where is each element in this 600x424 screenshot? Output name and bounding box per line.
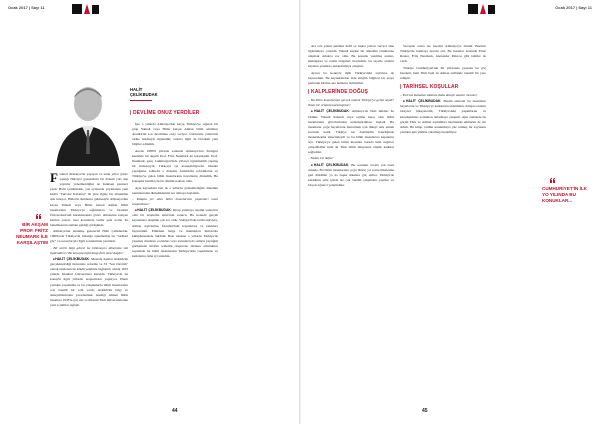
intro-answer-sep: :	[88, 257, 92, 262]
intro-question: – Bir tarihi bilgi görevi bu bilinmeyen dönemine sizi ilgilendiren? Bu konuyla ilgili kitap fikri nasıl doğdu?	[50, 246, 128, 256]
right-page	[300, 0, 600, 424]
right-col2-paragraph-2: Türkiye Cumhuriyeti'nin ilk yıllarında yaşanan bu göç hareketi, hem Türk hem de Alman tarihinde önemli bir yere sahiptir.	[400, 65, 486, 80]
intro-paragraph-1: ederal Almanya'da yaşayan ve uzun yıllar görev yaptığı Hürriyet gazetesinin bir dönem yurt dışı yayınlar yönetmenliğini de üstlenen gazeteci yazar Halit Çelikbudak, yaz aylarında yayınlanan yeni kitabı "Yurt'suz Kalanlar" ile yine ilginç bir dönemine ışık tutuyor. Hitler'in iktidarını gelmesiyle Almanya'dan kaçan Yahudi veya Hitler karşıtı Alman bilim insanlarının Türkiye'ye sığınmaları ve İstanbul Üniversitesi'nin kurulmasında görev almalarını işleyen kitabın yazarı, bazı konularda tarihe yeni notlar ile bakılmasının zamanı geldiği görüşünde.	[50, 172, 128, 227]
mid-answer: Kitap yazmaya önemli sonuçları olan bir araştırma sürecinin sonucu. Bu konuda gerçek kaynaklara ulaşmak çok zor oldu. Stuttgart'taki tarihi arşivlere, Alman arşivlerine, İstanbul'daki kaynaklara ve tanıklara başvurdum. Elimdeki belge ve mektupları üniversite kütüphanesinde buldum. Bazı tanıklar o yıllarda Türkiye'de yaşamış olanların çocukları veya torunlarıydı; onlarla yaptığım görüşmeler kitabın temelini oluşturdu. Onların anlattıkları sayesinde bu bilim insanlarının Türkiye'deki yaşamlarını ve katkılarını daha iyi anladım.	[132, 208, 218, 259]
right-col1-paragraph-1: Ara sıra yazım şekilleri hafif ve başka yolları veriyor ama ilgilenmeye çalıştım. Yahudi kaçkın bir dönemin tanıklarına ulaşmak oldukça zor oldu. Bu konuda yazılmış anıları, mektupları ve resmi belgeleri inceledim; bu sayede onların hayatını yeniden canlandırmaya çalıştım.	[308, 44, 394, 69]
right-col1-heading: | KALPLERİNDE DOĞUŞ	[308, 90, 394, 95]
drop-cap: F	[50, 172, 58, 185]
right-col1-speaker-2: ■ HALİT ÇELİKBUDAK	[311, 163, 348, 167]
left-folio: Ocak 2017 | Sayı 11	[8, 5, 45, 10]
right-col1-answer: Almanya'da Nazi iktidarı ile birlikte Yahudi kökenli veya rejime karşı olan bilim insanlarının görevlerinden uzaklaştırılması başladı. Bu insanların çoğu hayatlarını kurtarmak için ülkeyi terk etmek zorunda kaldı. Türkiye ise Atatürk'ün liderliğinde modernleşme sürecindeydi ve bu bilim insanlarına kapılarını açtı. Türkiye'ye gelen bilim insanları burada hem özgürce çalışabildiler hem de Türk bilim dünyasına büyük katkılar sağladılar.	[308, 109, 394, 155]
left-page-number: 44	[172, 408, 178, 414]
author-portrait	[50, 74, 125, 166]
right-col2-speaker: ■ HALİT ÇELİKBUDAK	[403, 99, 440, 103]
intro-paragraph-2: Almanya'nın tanınmış gazetecisi Halit Çelikbudak, 1980'lerde Türkiye'de bakılığa işlenmemiş bu "tarihsel göç" ve sonuçlarıyla ilgili sorularımızı yanıtladı.	[50, 229, 128, 244]
right-col1-question: – Bu bilim insanlarının gerçek nedeni Türkiye'ye gelişi neydi? Nasıl bir ortamla karşılaştılar?	[308, 98, 394, 108]
mid-answer-sep: :	[170, 208, 173, 213]
intro-answer: Mustafa Kemal Atatürk'ün gerçekleştirdiği üniversite reformu ve 33 "Son Devrim" olarak nitelenen bu köklü yenilikle bağlantılı olarak 1933 yılında İstanbul Üniversitesi kuruldu. Türkiye'de bu konuyla ilgili yıllardır araştırmalar yapılıyor. Planlı yeniden yapılanma ve bu çalışmalarda bilim insanlarının çok önemli bir rolü vardı; Atatürk'ün bilgi ve deneyimlerinden yararlanmak istediği Alman bilim insanları 1933'te göç etti ve ülkenin Türk üniversitelerine yeni açılımlar sağladı.	[50, 257, 128, 307]
right-pullquote: CUMHURİYET'İN İLK YO YILINDA BU KONUKLAR...	[542, 186, 587, 203]
magazine-logo-icon	[72, 2, 100, 16]
pullquote-icon	[550, 178, 556, 183]
right-col2-question: – Yurt'suz Kalanlar kitabını daha detaylı anlatır mısınız?	[400, 93, 486, 98]
right-col2-answer-sep: :	[440, 99, 444, 104]
mid-paragraph-2: Ancak 1980'li yıllarda sonunda Almanya'dan Stuttgart kentinde bir akşam Prof. Fritz Neumark ile karşılaştım. Prof. Neumark, genç Cumhuriyet'inde yıllarca öğretmenlik yapmış bir iktisatçıydı; Türkçeyi iyi konuşabiliyordu. Onunla yaptığımız sohbette o dönemi, Atatürk'ün reformlarını ve Türkiye'ye gelen bilim insanlarının hayatlarını dinledim. Bu konuşma benim için bir dönüm noktası oldu.	[132, 148, 218, 184]
left-pullquote: BİR AKŞAM PROF. FRİTZ NEUMARK İLE KARŞILAŞTIM	[16, 222, 48, 245]
right-col2-paragraph-1: Savaştan sonra ise bazıları Almanya'ya döndü. Bazıları Türkiye'de kalmaya devam etti. Bu insanlar arasında Ernst Reuter, Fritz Neumark, Alexander Rüstow gibi isimler de vardı.	[400, 44, 486, 64]
mid-column	[132, 122, 218, 418]
right-col1-question-2: – Neden bir hafta?	[308, 156, 394, 161]
pullquote-icon	[36, 214, 42, 219]
right-col-1	[308, 44, 394, 418]
mid-paragraph-1: İşte o yıllarda Almanya'dan kaçıp Türkiye'ye sığınan bir grup Yahudi veya Hitler karşıtı Alman bilim adamları Atatürk'ün son devrimine onay veriyor. Üniversite yıllarında tarihe bakmayla ilgilendik; onlarla ilgili de birtakım yeni bilgiler edindim.	[132, 122, 218, 147]
right-col-2	[400, 44, 486, 418]
byline-last: ÇELİKBUDAK	[130, 92, 158, 98]
mid-paragraph-3: Aynı kaynaktan ben de o yıllarda gözlemlediğim dönemin tanıklarından dinlediklerimi not almaya başladım.	[132, 185, 218, 195]
magazine-logo-icon	[468, 2, 496, 16]
right-col1-answer-sep-2: :	[348, 162, 352, 167]
byline-rule	[130, 100, 152, 101]
byline	[130, 87, 158, 98]
byline-first: HALİT	[130, 87, 143, 92]
right-col1-answer-2: Bu sorunun cevabı çok basit aslında. Bu bilim insanlarının çoğu birkaç yıl sonra ülkelerine geri döndüler ya da başka ülkelere göç ettiler. Türkiye'de kaldıkları süre içinde ise çok önemli çalışmalar yaptılar ve birçok öğrenci yetiştirdiler.	[308, 162, 394, 188]
intro-column	[50, 172, 128, 418]
intro-speaker: ■ HALİT ÇELİKBUDAK	[53, 257, 89, 261]
right-col2-heading: | TARİHSEL KOŞULLAR	[400, 85, 486, 90]
right-page-number: 45	[422, 408, 428, 414]
right-col1-answer-sep: :	[348, 109, 352, 114]
right-folio: Ocak 2017 | Sayı 11	[555, 5, 592, 10]
mid-heading: | DEVLİME ONUZ YERDİLER	[130, 110, 199, 116]
mid-speaker: ■ HALİT ÇELİKBUDAK	[135, 208, 171, 212]
right-col1-speaker: ■ HALİT ÇELİKBUDAK	[311, 109, 349, 113]
mid-question: – Kitapta yer alan bilim insanlarının yaşamları nasıl araştırdınız?	[132, 197, 218, 207]
right-col1-paragraph-2: Ayrıca bu konuyla ilgili Türkiye'deki arşivlere de başvurdum. Bu kaynaklardan elde ettiğim bilgileri bir araya getirerek kitabın ana hatlarını belirledim.	[308, 70, 394, 85]
right-col2-answer: Benim amacım bu insanların hayatlarını ve Türkiye'ye katkılarını anlatmaktı. Kitapta onların bireysel hikayelerini, Türkiye'deki yaşamlarını ve karşılaştıkları zorlukları anlatmaya çalıştım. Aynı zamanda bu göçün Türk ve Alman toplumları üzerindeki etkilerini de ele aldım. Bu kitap, tarihin unutulmaya yüz tutmuş bir sayfasını yeniden gün yüzüne çıkarmayı hedefliyor.	[400, 99, 486, 134]
